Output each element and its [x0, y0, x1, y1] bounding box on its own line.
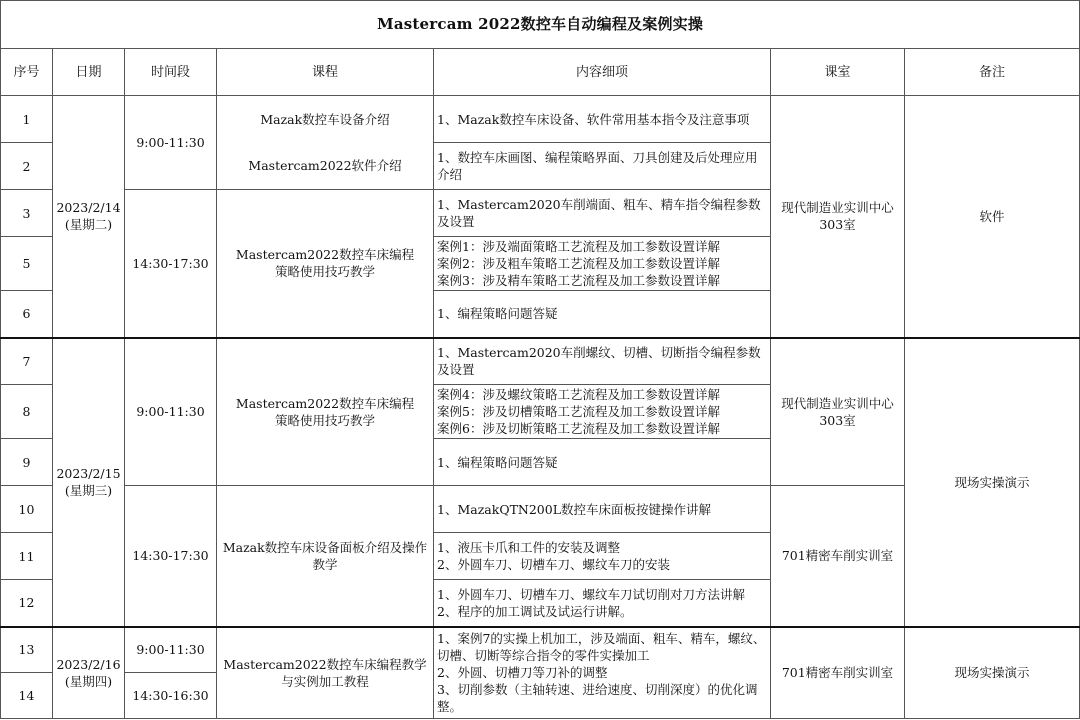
course-cell: Mastercam2022数控车床编程 策略使用技巧教学 — [217, 190, 434, 338]
course-cell — [217, 96, 434, 190]
content-cell: 1、Mazak数控车床设备、软件常用基本指令及注意事项 — [434, 96, 771, 143]
row-number: 7 — [1, 338, 53, 385]
header-row — [1, 49, 1080, 96]
room-cell: 现代制造业实训中心 303室 — [771, 338, 905, 486]
content-cell: 案例4：涉及螺纹策略工艺流程及加工参数设置详解 案例5：涉及切槽策略工艺流程及加工参数设置详解 案例6：涉及切断策略工艺流程及加工参数设置详解 — [434, 385, 771, 439]
row-number: 9 — [1, 439, 53, 486]
course-text: Mastercam2022软件介绍 — [248, 158, 402, 174]
course-text: Mazak数控车设备介绍 — [260, 111, 390, 127]
time-cell: 9:00-11:30 — [125, 627, 217, 673]
content-cell: 1、案例7的实操上机加工，涉及端面、粗车、精车，螺纹、切槽、切断等综合指令的零件实操加工 2、外圆、切槽刀等刀补的调整 3、切削参数（主轴转速、进给速度、切削深度）的优化调整。 — [434, 627, 771, 719]
header-time: 时间段 — [125, 49, 217, 96]
content-cell: 1、编程策略问题答疑 — [434, 439, 771, 486]
note-cell: 现场实操演示 — [905, 338, 1080, 627]
row-number: 14 — [1, 673, 53, 719]
header-date: 日期 — [53, 49, 125, 96]
note-cell: 现场实操演示 — [905, 627, 1080, 719]
header-note: 备注 — [905, 49, 1080, 96]
row-number: 5 — [1, 237, 53, 291]
row-number: 2 — [1, 143, 53, 190]
course-cell: Mastercam2022数控车床编程 策略使用技巧教学 — [217, 338, 434, 486]
row-number: 6 — [1, 291, 53, 338]
row-number: 10 — [1, 486, 53, 533]
content-cell: 1、液压卡爪和工件的安装及调整 2、外圆车刀、切槽车刀、螺纹车刀的安装 — [434, 533, 771, 580]
content-cell: 1、MazakQTN200L数控车床面板按键操作讲解 — [434, 486, 771, 533]
date-cell: 2023/2/16 (星期四) — [53, 627, 125, 719]
note-cell: 软件 — [905, 96, 1080, 338]
time-cell: 9:00-11:30 — [125, 338, 217, 486]
content-cell: 1、外圆车刀、切槽车刀、螺纹车刀试切削对刀方法讲解 2、程序的加工调试及试运行讲解。 — [434, 580, 771, 627]
content-cell: 1、Mastercam2020车削端面、粗车、精车指令编程参数及设置 — [434, 190, 771, 237]
header-no: 序号 — [1, 49, 53, 96]
date-cell: 2023/2/15 (星期三) — [53, 338, 125, 627]
row-number: 13 — [1, 627, 53, 673]
content-cell: 1、Mastercam2020车削螺纹、切槽、切断指令编程参数及设置 — [434, 338, 771, 385]
date-cell: 2023/2/14 (星期二) — [53, 96, 125, 338]
content-cell: 1、编程策略问题答疑 — [434, 291, 771, 338]
content-cell: 案例1：涉及端面策略工艺流程及加工参数设置详解 案例2：涉及粗车策略工艺流程及加工参数设置详解 案例3：涉及精车策略工艺流程及加工参数设置详解 — [434, 237, 771, 291]
row-number: 11 — [1, 533, 53, 580]
header-content: 内容细项 — [434, 49, 771, 96]
table-title: Mastercam 2022数控车自动编程及案例实操 — [1, 1, 1080, 49]
header-course: 课程 — [217, 49, 434, 96]
course-cell: Mazak数控车床设备面板介绍及操作 教学 — [217, 486, 434, 627]
room-cell: 701精密车削实训室 — [771, 627, 905, 719]
row-number: 8 — [1, 385, 53, 439]
room-cell: 现代制造业实训中心 303室 — [771, 96, 905, 338]
row-number: 1 — [1, 96, 53, 143]
row-number: 12 — [1, 580, 53, 627]
course-cell: Mastercam2022数控车床编程教学 与实例加工教程 — [217, 627, 434, 719]
room-cell: 701精密车削实训室 — [771, 486, 905, 627]
time-cell: 14:30-17:30 — [125, 190, 217, 338]
row-number: 3 — [1, 190, 53, 237]
header-room: 课室 — [771, 49, 905, 96]
table-row — [1, 338, 1080, 385]
time-cell: 14:30-16:30 — [125, 673, 217, 719]
content-cell: 1、数控车床画图、编程策略界面、刀具创建及后处理应用介绍 — [434, 143, 771, 190]
time-cell: 14:30-17:30 — [125, 486, 217, 627]
time-cell: 9:00-11:30 — [125, 96, 217, 190]
table-row — [1, 627, 1080, 673]
table-row — [1, 96, 1080, 143]
